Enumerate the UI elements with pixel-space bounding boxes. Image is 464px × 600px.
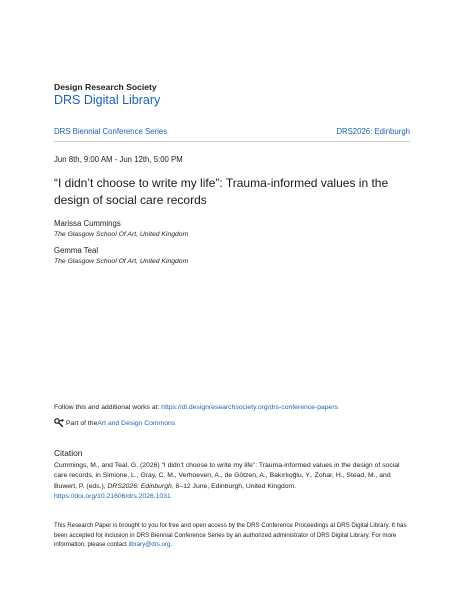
doi-link[interactable]: https://doi.org/10.21606/drs.2026.1031 bbox=[54, 493, 171, 501]
email-link[interactable]: library@drs.org bbox=[128, 541, 171, 549]
part-of-prefix: Part of the bbox=[66, 419, 98, 427]
footer-note bbox=[54, 521, 412, 550]
citation-body: Cummings, M., and Teal, G. (2026) “I didn’t choose to write my life”: Trauma-informed values in the design of social care records, in Simione, L., Gray, C. M., Verhoeven, A., de Götzen, A., Bakırlıoğlu, Y., Zohar, H., Stead, M., and Buwert, P. (eds.), bbox=[54, 462, 400, 490]
citation-heading: Citation bbox=[54, 448, 83, 458]
paper-title: “I didn’t choose to write my life”: Trauma-informed values in the design of social care records bbox=[54, 176, 389, 207]
citation-conference: DRS2026: Edinburgh bbox=[107, 482, 172, 490]
citation-tail: , 8–12 June, Edinburgh, United Kingdom. bbox=[171, 482, 297, 490]
date-range: Jun 8th, 9:00 AM - Jun 12th, 5:00 PM bbox=[54, 155, 183, 164]
follow-line bbox=[54, 404, 414, 411]
author-name: Marissa Cummings bbox=[54, 219, 121, 228]
part-of-line bbox=[54, 418, 175, 428]
collection-link[interactable]: https://dl.designresearchsociety.org/drs-conference-papers bbox=[161, 404, 338, 411]
follow-prefix: Follow this and additional works at: bbox=[54, 404, 162, 411]
network-icon bbox=[54, 418, 64, 428]
citation-text bbox=[54, 461, 412, 503]
author-name: Gemma Teal bbox=[54, 246, 99, 255]
conference-link[interactable]: DRS2026: Edinburgh bbox=[336, 127, 410, 136]
series-link[interactable]: DRS Biennial Conference Series bbox=[54, 127, 168, 136]
footer-text: This Research Paper is brought to you for free and open access by the DRS Conference Proceedings at DRS Digital Library. It has been accepted for inclusion in DRS Biennial Conference Series by an authorized administrator of DRS Digital Library. For more information, please contact bbox=[54, 522, 407, 549]
author-affiliation: The Glasgow School Of Art, United Kingdom bbox=[54, 231, 189, 238]
author-affiliation: The Glasgow School Of Art, United Kingdom bbox=[54, 258, 189, 265]
organization-name: Design Research Society bbox=[54, 82, 157, 92]
commons-link[interactable]: Art and Design Commons bbox=[97, 419, 176, 427]
library-link[interactable]: DRS Digital Library bbox=[54, 93, 161, 107]
divider bbox=[54, 141, 410, 142]
footer-end: . bbox=[170, 541, 172, 549]
